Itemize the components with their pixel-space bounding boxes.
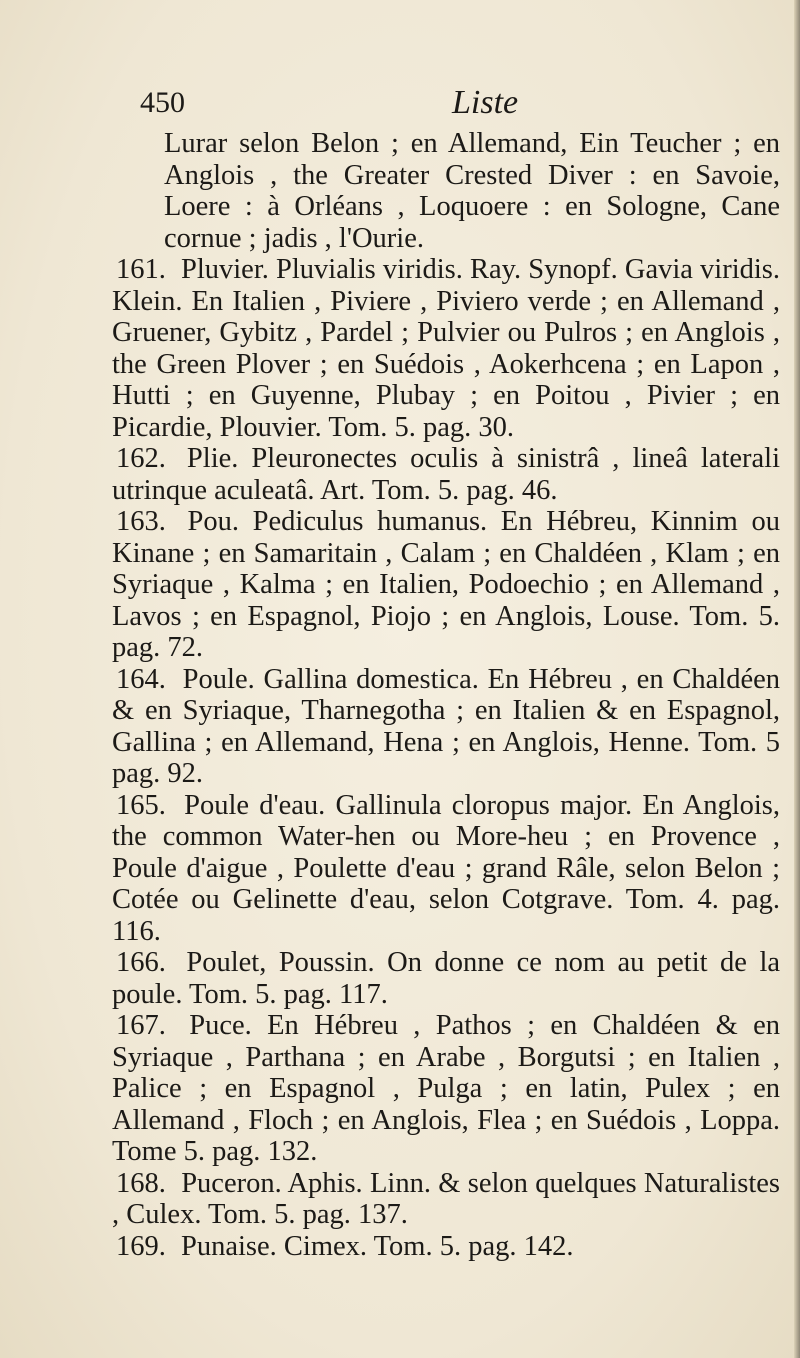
page-number: 450 [140, 86, 185, 119]
entry-text: Poule. Gallina domestica. En Hébreu , en Chaldéen & en Syriaque, Tharnegotha ; en Italien & en Espagnol, Gallina ; en Allemand, Hena ; en Anglois, Henne. Tom. 5 pag. 92. [112, 663, 781, 789]
entry-165 [112, 790, 780, 948]
entry-text: Puceron. Aphis. Linn. & selon quelques Naturalistes , Culex. Tom. 5. pag. 137. [112, 1167, 781, 1230]
entry-number: 167. [116, 1010, 166, 1041]
entry-number: 166. [116, 947, 166, 978]
entry-text: Pluvier. Pluvialis viridis. Ray. Synopf. Gavia viridis. Klein. En Italien , Piviere , Piviero verde ; en Allemand , Gruener, Gybitz , Pardel ; Pulvier ou Pulros ; en Anglois , the Green Plover ; en Suédois , Aokerhcena ; en Lapon , Hutti ; en Guyenne, Plubay ; en Poitou , Pivier ; en Picardie, Plouvier. Tom. 5. pag. 30. [112, 254, 781, 443]
entry-text: Poule d'eau. Gallinula cloropus major. En Anglois, the common Water-hen ou More-heu ; en Provence , Poule d'aigue , Poulette d'eau ; grand Râle, selon Belon ; Cotée ou Gelinette d'eau, selon Cotgrave. Tom. 4. pag. 116. [112, 789, 781, 947]
entry-161 [112, 254, 780, 443]
entry-text: Punaise. Cimex. Tom. 5. pag. 142. [181, 1230, 574, 1262]
entry-167 [112, 1010, 780, 1168]
entry-number: 165. [116, 789, 166, 821]
entry-number: 168. [116, 1167, 166, 1199]
entry-169 [112, 1231, 780, 1263]
entry-number: 162. [116, 443, 166, 474]
entry-number: 169. [116, 1230, 166, 1262]
entry-166 [112, 947, 780, 1010]
entry-168 [112, 1168, 780, 1231]
entry-text: Pou. Pediculus humanus. En Hébreu, Kinnim ou Kinane ; en Samaritain , Calam ; en Chaldéen , Klam ; en Syriaque , Kalma ; en Italien, Podoechio ; en Allemand , Lavos ; en Espagnol, Piojo ; en Anglois, Louse. Tom. 5. pag. 72. [112, 506, 780, 663]
entry-number: 163. [116, 506, 166, 537]
entry-164 [112, 664, 780, 790]
entry-text: Lurar selon Belon ; en Allemand, Ein Teucher ; en Anglois , the Greater Crested Diver : en Savoie, Loere : à Orléans , Loquoere : en Sologne, Cane cornue ; jadis , l'Ourie. [164, 128, 780, 254]
entry-162 [112, 443, 780, 506]
entry-continuation [112, 128, 780, 254]
entry-list [112, 128, 780, 1262]
entry-number: 161. [116, 254, 166, 285]
page-header [140, 86, 780, 126]
entry-163 [112, 506, 780, 664]
entry-text: Poulet, Poussin. On donne ce nom au petit de la poule. Tom. 5. pag. 117. [112, 947, 781, 1010]
page-edge-shadow [794, 0, 800, 1358]
running-title: Liste [452, 84, 519, 121]
entry-text: Puce. En Hébreu , Pathos ; en Chaldéen & en Syriaque , Parthana ; en Arabe , Borgutsi ; en Italien , Palice ; en Espagnol , Pulga ; en latin, Pulex ; en Allemand , Floch ; en Anglois, Flea ; en Suédois , Loppa. Tome 5. pag. 132. [112, 1010, 781, 1167]
entry-text: Plie. Pleuronectes oculis à sinistrâ , lineâ laterali utrinque aculeatâ. Art. Tom. 5. pag. 46. [112, 443, 780, 506]
entry-number: 164. [116, 663, 166, 695]
